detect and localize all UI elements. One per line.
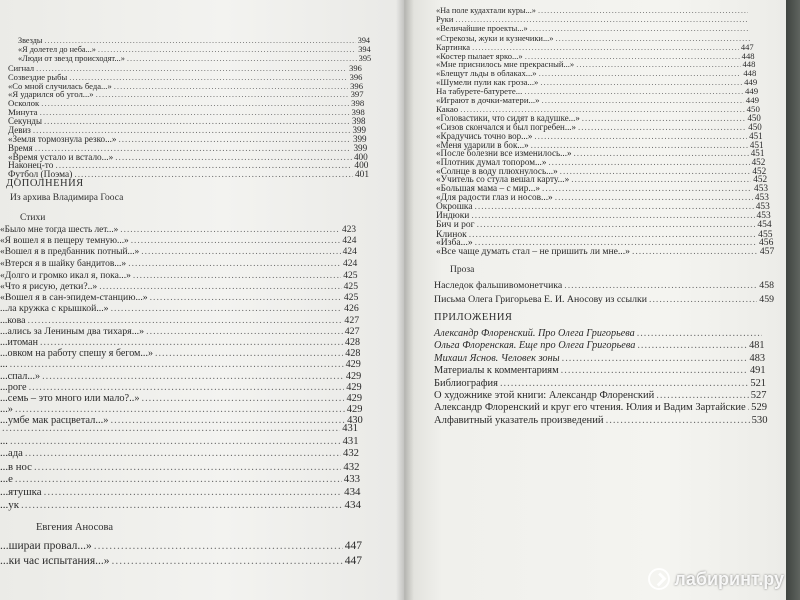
toc-entry-page: 456 bbox=[759, 237, 774, 249]
toc-entry-title: «Изба...» bbox=[436, 237, 473, 249]
toc-entry-page: 396 bbox=[349, 71, 363, 82]
toc-entry-page: 423 bbox=[342, 225, 356, 235]
toc-leader-dots bbox=[42, 371, 344, 382]
toc-entry bbox=[0, 404, 362, 415]
toc-entry-title: Михаил Яснов. Человек зоны bbox=[434, 352, 560, 364]
toc-entry-page: 448 bbox=[743, 68, 757, 79]
toc-leader-dots bbox=[98, 45, 356, 54]
toc-entry-page: 454 bbox=[757, 219, 772, 230]
toc-entry-page: 429 bbox=[345, 370, 362, 382]
toc-entry bbox=[0, 423, 358, 434]
toc-leader-dots bbox=[112, 555, 343, 567]
toc-entry-title: Девиз bbox=[8, 125, 31, 135]
toc-entry-title: Созвездие рыбы bbox=[8, 71, 68, 82]
toc-leader-dots bbox=[15, 404, 345, 415]
toc-entry-page: 430 bbox=[347, 415, 363, 427]
toc-entry-title: Александр Флоренский и круг его чтения. Юлия и Вадим Зартайские bbox=[434, 402, 746, 414]
toc-entry-title: ...спал...» bbox=[0, 370, 41, 382]
toc-entry-title: ...» bbox=[0, 404, 14, 416]
toc-leader-dots bbox=[500, 378, 748, 389]
toc-entry-title: Секунды bbox=[8, 116, 42, 127]
toc-leader-dots bbox=[564, 280, 757, 291]
poems-label: Стихи bbox=[20, 213, 46, 223]
toc-entry-page: 458 bbox=[759, 280, 774, 291]
toc-leader-dots bbox=[150, 292, 342, 303]
toc-entry-page: 451 bbox=[750, 148, 765, 159]
toc-entry-title: ... bbox=[0, 435, 8, 447]
toc-entry-title: Звезды bbox=[18, 36, 43, 45]
toc-entry-page: 399 bbox=[353, 142, 368, 153]
toc-entry-page: 491 bbox=[749, 365, 766, 377]
toc-leader-dots bbox=[561, 365, 748, 376]
toc-leader-dots bbox=[142, 393, 345, 404]
toc-entry-page: 529 bbox=[751, 402, 767, 414]
toc-entry-title: Осколок bbox=[8, 98, 40, 109]
toc-entry-title: ...ались за Лениным два тихаря...» bbox=[0, 325, 145, 337]
toc-entry-title: «Вошел я в предбанник потный...» bbox=[0, 247, 140, 258]
toc-entry-title: Библиография bbox=[434, 377, 498, 389]
toc-entry-page: 431 bbox=[342, 423, 358, 434]
toc-entry bbox=[0, 348, 360, 359]
toc-leader-dots bbox=[2, 423, 340, 434]
toc-leader-dots bbox=[530, 24, 750, 33]
appendix-heading: ПРИЛОЖЕНИЯ bbox=[434, 312, 513, 323]
toc-entry-page: 457 bbox=[759, 246, 775, 258]
toc-entry-page: 452 bbox=[752, 166, 767, 177]
toc-entry-page: 424 bbox=[342, 236, 357, 247]
toc-entry-title: «Долго и громко икал я, пока...» bbox=[0, 269, 131, 281]
toc-entry-page: 396 bbox=[349, 62, 362, 73]
toc-entry-title: «Я долетел до неба...» bbox=[18, 44, 96, 54]
watermark-text: лабиринт.ру bbox=[674, 568, 784, 589]
toc-entry bbox=[0, 540, 362, 552]
toc-entry-page: 434 bbox=[344, 498, 361, 511]
toc-entry bbox=[0, 473, 360, 485]
toc-leader-dots bbox=[748, 402, 750, 413]
toc-entry bbox=[436, 24, 752, 33]
toc-entry bbox=[0, 247, 357, 257]
toc-entry-title: «Крадучись точно вор...» bbox=[436, 130, 533, 141]
toc-leader-dots bbox=[25, 448, 341, 459]
toc-entry bbox=[0, 486, 361, 498]
toc-entry-title: ...итоман bbox=[0, 337, 38, 348]
toc-leader-dots bbox=[128, 259, 341, 269]
toc-entry-title: ...ки час испытания...» bbox=[0, 555, 110, 567]
toc-entry-page: 453 bbox=[756, 210, 771, 221]
toc-leader-dots bbox=[44, 486, 343, 498]
section-heading-additions: ДОПОЛНЕНИЯ bbox=[6, 178, 84, 189]
toc-entry-title: «Большая мама – с мир...» bbox=[436, 184, 541, 194]
toc-entry bbox=[0, 359, 361, 370]
toc-entry-page: 452 bbox=[753, 175, 768, 186]
toc-leader-dots bbox=[656, 390, 748, 401]
toc-entry bbox=[0, 236, 356, 246]
toc-entry-page: 395 bbox=[358, 53, 372, 63]
toc-entry bbox=[434, 378, 766, 389]
toc-entry-title: «Со мной случилась беда...» bbox=[8, 80, 112, 91]
toc-entry-title: «Для радости глаз и носов...» bbox=[436, 192, 553, 203]
toc-entry-title: Бич и рог bbox=[436, 219, 475, 230]
toc-entry bbox=[436, 15, 751, 24]
toc-entry bbox=[0, 448, 359, 459]
toc-entry-page: 428 bbox=[345, 337, 360, 348]
toc-entry-title: Алфавитный указатель произведений bbox=[434, 414, 604, 426]
toc-leader-dots bbox=[649, 294, 757, 305]
toc-leader-dots bbox=[155, 348, 343, 359]
toc-leader-dots bbox=[44, 36, 355, 45]
right-toc bbox=[404, 0, 786, 600]
toc-entry-page: 429 bbox=[346, 393, 362, 404]
watermark bbox=[648, 568, 784, 590]
toc-entry-page: 447 bbox=[740, 41, 754, 52]
toc-entry-page: 453 bbox=[754, 192, 769, 203]
toc-entry bbox=[0, 393, 362, 404]
toc-entry-title: Картинка bbox=[436, 41, 471, 52]
toc-entry bbox=[0, 499, 361, 511]
toc-entry bbox=[434, 402, 767, 413]
toc-entry-title: «Учитель со стула вешал карту...» bbox=[436, 175, 570, 186]
toc-entry-title: Время bbox=[8, 142, 33, 153]
toc-leader-dots bbox=[111, 303, 343, 314]
toc-entry bbox=[434, 328, 764, 339]
toc-entry-title: «Вошел я в сан-эпидем-станцию...» bbox=[0, 292, 148, 304]
toc-entry bbox=[0, 326, 360, 337]
toc-entry-title: ...овком на работу спешу я бегом...» bbox=[0, 348, 153, 360]
toc-leader-dots bbox=[146, 326, 343, 337]
toc-entry-title: На табурете-батурете... bbox=[436, 86, 523, 97]
toc-entry-title: ...е bbox=[0, 473, 13, 486]
toc-entry-title: ...умбе мак расцветал...» bbox=[0, 415, 109, 427]
toc-entry-title: «Втерся я в шайку бандитов...» bbox=[0, 258, 127, 269]
toc-leader-dots bbox=[99, 281, 341, 292]
toc-entry-page: 433 bbox=[343, 473, 360, 486]
toc-entry-title: «Земля тормознула резко...» bbox=[8, 133, 117, 144]
toc-leader-dots bbox=[34, 461, 341, 473]
toc-entry-page: 426 bbox=[344, 303, 359, 315]
archive-heading: Из архива Владимира Гооса bbox=[10, 193, 124, 203]
toc-leader-dots bbox=[120, 225, 340, 235]
toc-entry-page: 398 bbox=[352, 116, 366, 127]
toc-leader-dots bbox=[637, 328, 762, 339]
toc-entry bbox=[0, 259, 357, 269]
toc-entry-title: «Играют в дочки-матери...» bbox=[436, 95, 540, 105]
toc-entry-page: 398 bbox=[351, 98, 365, 109]
toc-entry-title: «Солнце в воду плюхнулось...» bbox=[436, 166, 558, 177]
toc-entry bbox=[0, 225, 356, 235]
toc-entry-title: ...в нос bbox=[0, 460, 32, 473]
toc-entry bbox=[0, 555, 362, 567]
toc-entry-page: 429 bbox=[346, 404, 363, 416]
toc-entry-title: «Костер пылает ярко...» bbox=[436, 50, 523, 61]
toc-entry-page: 427 bbox=[344, 325, 360, 337]
toc-entry-title: Окрошка bbox=[436, 201, 473, 212]
toc-entry-page: 450 bbox=[748, 121, 762, 132]
toc-entry-page: 400 bbox=[353, 151, 368, 162]
toc-entry-title: Александр Флоренский. Про Олега Григорьева bbox=[434, 328, 635, 339]
toc-leader-dots bbox=[40, 337, 343, 348]
toc-entry-page: 427 bbox=[344, 314, 360, 326]
right-page bbox=[404, 0, 786, 600]
toc-entry-page: 428 bbox=[345, 348, 361, 360]
toc-entry-page: 397 bbox=[350, 89, 364, 100]
toc-leader-dots bbox=[94, 540, 343, 552]
toc-leader-dots bbox=[131, 236, 341, 246]
toc-entry bbox=[0, 303, 359, 314]
toc-entry-title: Футбол (Поэма) bbox=[8, 169, 73, 180]
toc-entry-title: Минута bbox=[8, 107, 38, 118]
toc-entry-page: 432 bbox=[343, 448, 359, 460]
toc-leader-dots bbox=[632, 246, 758, 257]
toc-entry-page: 481 bbox=[749, 340, 765, 352]
toc-entry-page: 453 bbox=[754, 184, 768, 194]
toc-leader-dots bbox=[606, 415, 750, 426]
toc-entry-title: «После болезни все изменилось...» bbox=[436, 148, 572, 159]
toc-leader-dots bbox=[15, 473, 342, 485]
toc-entry-page: 398 bbox=[351, 107, 365, 118]
toc-entry bbox=[436, 246, 774, 257]
toc-entry-page: 399 bbox=[352, 125, 366, 135]
toc-entry-page: 400 bbox=[354, 160, 369, 171]
toc-entry-title: ...ада bbox=[0, 448, 23, 460]
toc-entry-title: «Стрекозы, жуки и кузнечики...» bbox=[436, 32, 554, 43]
toc-entry-title: Сигнал bbox=[8, 62, 35, 73]
author-heading: Евгения Аносова bbox=[36, 522, 113, 533]
toc-entry bbox=[434, 294, 774, 305]
toc-entry bbox=[0, 281, 358, 292]
toc-entry-title: Наконец-то bbox=[8, 160, 54, 171]
prose-label: Проза bbox=[450, 265, 475, 275]
toc-entry-page: 450 bbox=[746, 103, 760, 114]
toc-entry-title: Руки bbox=[436, 14, 454, 24]
book-gutter bbox=[396, 0, 414, 600]
toc-entry-title: Наследок фальшивомонетчика bbox=[434, 280, 563, 291]
toc-entry bbox=[434, 353, 765, 364]
toc-entry-page: 527 bbox=[750, 390, 767, 401]
toc-entry bbox=[18, 45, 371, 54]
toc-entry-title: «Я вошел я в пещеру темную...» bbox=[0, 236, 129, 247]
toc-entry bbox=[434, 340, 765, 351]
toc-leader-dots bbox=[455, 15, 749, 24]
toc-entry bbox=[18, 54, 371, 63]
toc-entry bbox=[0, 436, 359, 447]
toc-entry-title: ...семь – это много или мало?..» bbox=[0, 393, 140, 404]
toc-entry-title: ...роге bbox=[0, 381, 27, 393]
toc-entry-page: 447 bbox=[344, 540, 362, 552]
toc-entry-page: 447 bbox=[344, 555, 362, 567]
toc-entry bbox=[0, 337, 360, 348]
toc-entry bbox=[436, 6, 750, 15]
toc-entry-title: «Меня ударили в бок...» bbox=[436, 139, 529, 150]
toc-entry bbox=[0, 292, 358, 303]
toc-entry-page: 459 bbox=[759, 294, 774, 305]
toc-leader-dots bbox=[10, 436, 341, 447]
toc-entry-page: 450 bbox=[747, 112, 761, 123]
toc-leader-dots bbox=[133, 270, 341, 281]
book-cover-edge bbox=[786, 0, 800, 600]
toc-leader-dots bbox=[127, 54, 357, 63]
toc-entry-title: Индюки bbox=[436, 210, 470, 221]
toc-entry bbox=[0, 461, 360, 473]
toc-leader-dots bbox=[27, 315, 342, 326]
toc-entry-title: Клинок bbox=[436, 228, 467, 240]
toc-entry-page: 455 bbox=[758, 228, 773, 240]
toc-entry-title: «Люди от звезд происходят...» bbox=[18, 53, 125, 63]
toc-entry-title: «Мне приснилось мне прекрасный...» bbox=[436, 59, 575, 70]
toc-entry-page: 432 bbox=[343, 460, 360, 473]
toc-entry bbox=[0, 382, 362, 393]
toc-entry-title: «Величайшие проекты...» bbox=[436, 23, 528, 33]
toc-entry-title: «Блещут льды в облаках...» bbox=[436, 68, 537, 79]
toc-leader-dots bbox=[141, 247, 340, 257]
toc-leader-dots bbox=[10, 359, 344, 370]
toc-entry-page: 434 bbox=[344, 486, 361, 498]
toc-leader-dots bbox=[637, 340, 747, 351]
toc-entry-title: ...ла кружка с крышкой...» bbox=[0, 303, 109, 315]
toc-leader-dots bbox=[29, 382, 345, 393]
toc-entry-page: 394 bbox=[358, 44, 371, 54]
toc-leader-dots bbox=[538, 6, 748, 15]
toc-entry-title: Какао bbox=[436, 103, 459, 114]
labirint-logo-icon bbox=[648, 568, 670, 590]
toc-entry-title: «Я ударился об угол...» bbox=[8, 89, 94, 100]
toc-entry bbox=[0, 371, 361, 382]
toc-entry-page: 429 bbox=[346, 381, 362, 393]
toc-entry-title: «Время устало и встало...» bbox=[8, 151, 114, 162]
toc-entry bbox=[0, 315, 359, 326]
toc-entry-page: 429 bbox=[345, 359, 361, 371]
toc-entry-title: «Сизов скончался и был погребен...» bbox=[436, 121, 577, 132]
toc-entry-title: «Что я рисую, детки?..» bbox=[0, 281, 98, 292]
toc-entry bbox=[434, 365, 766, 376]
toc-entry-title: ...ук bbox=[0, 498, 20, 511]
toc-entry-page: 483 bbox=[749, 352, 765, 364]
toc-entry-title: ... bbox=[0, 359, 8, 371]
toc-entry bbox=[0, 270, 358, 281]
toc-entry-page: 394 bbox=[357, 36, 370, 45]
toc-entry-page: 521 bbox=[750, 377, 766, 389]
toc-leader-dots bbox=[74, 170, 353, 180]
toc-entry-title: «Головастики, что сидят в кадушке...» bbox=[436, 112, 580, 123]
toc-entry-page: 451 bbox=[749, 139, 764, 150]
toc-entry-title: ...ятушка bbox=[0, 486, 42, 498]
toc-entry-title: «На поле кудахтали куры...» bbox=[436, 6, 536, 15]
toc-entry-page: 431 bbox=[342, 435, 359, 447]
toc-entry-page: 425 bbox=[343, 269, 358, 281]
toc-entry bbox=[434, 415, 768, 426]
toc-entry bbox=[434, 390, 767, 401]
toc-entry-page: 451 bbox=[749, 130, 763, 141]
toc-entry-page: 448 bbox=[741, 50, 755, 61]
toc-entry-title: «Было мне тогда шесть лет...» bbox=[0, 225, 119, 235]
toc-leader-dots bbox=[562, 353, 748, 364]
toc-entry-title: Письма Олега Григорьева Е. И. Аносову из ссылки bbox=[434, 294, 647, 305]
toc-entry-page: 425 bbox=[343, 281, 358, 292]
toc-entry-title: Материалы к комментариям bbox=[434, 365, 559, 377]
toc-entry-page: 424 bbox=[342, 258, 358, 269]
toc-entry-page: 399 bbox=[352, 133, 367, 144]
toc-entry-page: 449 bbox=[744, 86, 759, 97]
toc-leader-dots bbox=[21, 499, 343, 511]
toc-entry-title: ...шираи провал...» bbox=[0, 540, 92, 552]
toc-entry-page: 448 bbox=[742, 59, 756, 70]
toc-entry-title: «Шумели пули как гроза...» bbox=[436, 77, 539, 88]
toc-entry-page: 449 bbox=[745, 95, 759, 105]
toc-entry-page: 452 bbox=[751, 157, 766, 168]
toc-entry-page: 425 bbox=[343, 292, 359, 304]
toc-entry-title: «Плотник думал топором...» bbox=[436, 157, 547, 168]
toc-entry bbox=[18, 36, 370, 45]
toc-entry-page: 401 bbox=[354, 169, 369, 180]
toc-entry-page: 396 bbox=[350, 80, 363, 91]
toc-entry-page: 530 bbox=[751, 414, 768, 426]
toc-entry-title: О художнике этой книги: Александр Флоренский bbox=[434, 390, 655, 401]
toc-entry-page: 424 bbox=[342, 247, 357, 258]
toc-entry-page: 453 bbox=[755, 201, 770, 212]
toc-entry-title: ...кова bbox=[0, 314, 26, 326]
toc-entry-title: Ольга Флоренская. Еще про Олега Григорьева bbox=[434, 340, 636, 352]
toc-entry-title: «Все чаще думать стал – не пришить ли мне...» bbox=[436, 246, 630, 258]
toc-entry-page: 449 bbox=[744, 77, 758, 88]
toc-entry bbox=[434, 280, 774, 291]
